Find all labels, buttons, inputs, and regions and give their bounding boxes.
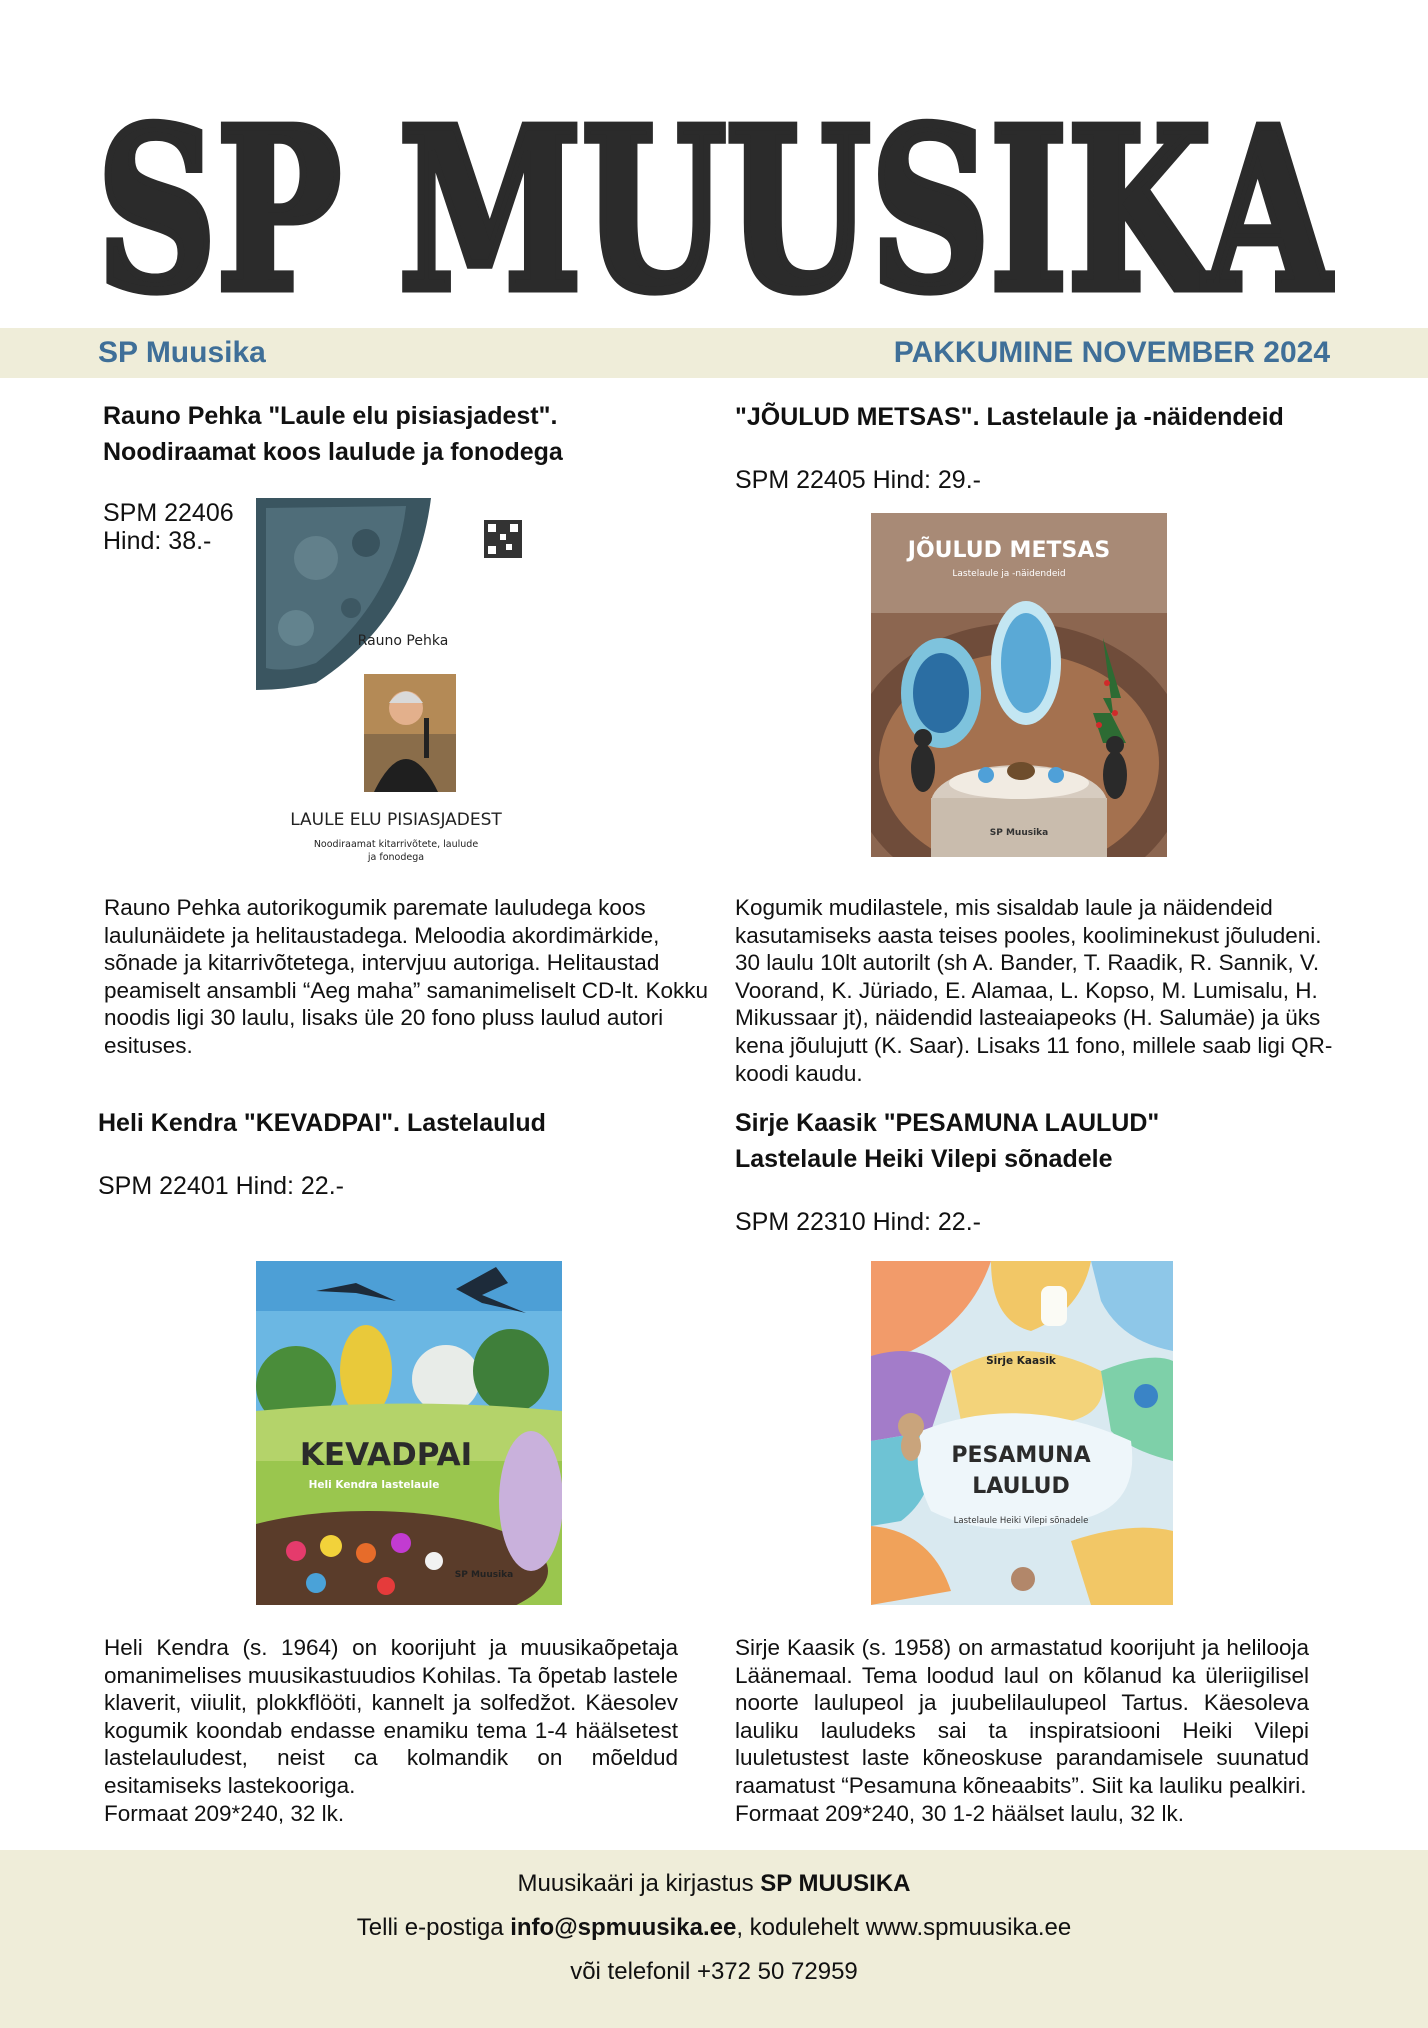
product-1-cover-subtitle1: Noodiraamat kitarrivõtete, laulude — [313, 839, 479, 850]
product-4-description-text: Sirje Kaasik (s. 1958) on armastatud koorijuht ja helilooja Läänemaal. Tema loodud laul on kõlanud ka üleriigilisel noorte laulupeol ja juubelilaulupeol Tartus. Käesoleva lauliku lauludeks sai ta inspiratsiooni Heiki Vilepi luuletustest laste kõneoskuse parandamisele suunatud raamatust “Pesamuna kõneaabits”. Siit ka lauliku pealkiri. — [735, 1635, 1309, 1798]
product-4-title-line1: Sirje Kaasik "PESAMUNA LAULUD" — [735, 1109, 1160, 1137]
product-3-cover-title: KEVADPAI — [299, 1437, 473, 1473]
product-3-description-text: Heli Kendra (s. 1964) on koorijuht ja muusikaõpetaja omanimelises muusikastuudios Kohilas. Ta õpetab lastele klaverit, viiulit, plokkflööti, kannelt ja solfedžot. Käesolev kogumik koondab endasse enamiku tema 1-4 häälsetest lastelauludest, neist ca kolmandik on mõeldud esitamiseks lastekooriga. — [104, 1635, 678, 1798]
product-4-cover-title-line2: LAULUD — [972, 1474, 1070, 1499]
footer-company-name: SP MUUSIKA — [760, 1870, 911, 1897]
product-2-code-price: SPM 22405 Hind: 29.- — [735, 466, 981, 494]
product-4-description — [735, 1634, 1309, 1827]
product-4-cover-subtitle: Lastelaule Heiki Vilepi sõnadele — [953, 1516, 1089, 1526]
masthead-logo — [95, 102, 1335, 312]
product-4-cover — [871, 1261, 1173, 1605]
product-1-title-line2: Noodiraamat koos laulude ja fonodega — [103, 438, 563, 466]
product-4-cover-author: Sirje Kaasik — [986, 1355, 1056, 1367]
product-4-cover-title-line1: PESAMUNA — [951, 1443, 1091, 1468]
offer-date: PAKKUMINE NOVEMBER 2024 — [893, 336, 1330, 369]
product-2-cover-subtitle: Lastelaule ja -näidendeid — [952, 569, 1066, 579]
footer-email-link[interactable]: info@spmuusika.ee — [510, 1914, 737, 1941]
product-1-cover-author: Rauno Pehka — [357, 633, 449, 649]
footer-company-prefix: Muusikaäri ja kirjastus — [517, 1870, 761, 1897]
product-2-cover-title: JÕULUD METSAS — [907, 538, 1111, 563]
product-1-title-line1: Rauno Pehka "Laule elu pisiasjadest". — [103, 402, 558, 430]
footer-phone: või telefonil +372 50 72959 — [570, 1958, 858, 1985]
product-3-description — [104, 1634, 678, 1827]
product-2-cover-publisher: SP Muusika — [989, 828, 1049, 838]
product-1-cover-title: LAULE ELU PISIASJADEST — [290, 810, 502, 830]
product-3-cover-subtitle: Heli Kendra lastelaule — [308, 1479, 440, 1491]
product-2-title: "JÕULUD METSAS". Lastelaule ja -näidendeid — [735, 403, 1284, 431]
product-1-cover-subtitle2: ja fonodega — [367, 852, 425, 863]
product-1-description: Rauno Pehka autorikogumik paremate lauludega koos laulunäidete ja helitaustadega. Meloodia akordimärkide, sõnade ja kitarrivõtetega, intervjuu autoriga. Helitaustad peamiselt ansambli “Aeg maha” samanimeliselt CD-lt. Kokku noodis ligi 30 laulu, lisaks üle 20 fono pluss laulud autori esituses. — [104, 895, 708, 1058]
footer-line-company — [0, 1862, 1428, 1906]
product-4-title — [735, 1105, 1159, 1177]
footer-contact — [0, 1850, 1428, 2028]
product-3-cover-publisher: SP Muusika — [454, 1570, 514, 1580]
product-3-format: Formaat 209*240, 32 lk. — [104, 1800, 345, 1826]
masthead-title: SP MUUSIKA — [97, 102, 1335, 312]
product-3-cover — [256, 1261, 562, 1605]
product-1-cover — [256, 498, 536, 868]
product-4-code-price: SPM 22310 Hind: 22.- — [735, 1208, 981, 1236]
footer-order-prefix: Telli e-postiga — [356, 1914, 511, 1941]
product-1-code: SPM 22406 — [103, 499, 234, 527]
product-3-title: Heli Kendra "KEVADPAI". Lastelaulud — [98, 1109, 546, 1137]
product-4-format: Formaat 209*240, 30 1-2 häälset laulu, 32 lk. — [735, 1800, 1185, 1826]
footer-line-order — [0, 1906, 1428, 1950]
product-4-title-line2: Lastelaule Heiki Vilepi sõnadele — [735, 1145, 1113, 1173]
product-2-cover — [871, 513, 1167, 857]
product-2-description: Kogumik mudilastele, mis sisaldab laule ja näidendeid kasutamiseks aasta teises pooles, kooliminekust jõuludeni. 30 laulu 10lt autorilt (sh A. Bander, T. Raadik, R. Sannik, V. Voorand, K. Jüriado, E. Alamaa, L. Kopso, M. Lumisalu, H. Mikussaar jt), näidendid lasteaiapeoks (H. Salumäe) ja üks kena jõulujutt (K. Saar). Lisaks 11 fono, millele saab ligi QR-koodi kaudu. — [735, 895, 1333, 1086]
publisher-label: SP Muusika — [98, 336, 266, 369]
subheader-band — [0, 328, 1428, 378]
product-1-price: Hind: 38.- — [103, 527, 212, 555]
footer-website-text: , kodulehelt www.spmuusika.ee — [736, 1914, 1072, 1941]
product-1-title — [103, 398, 563, 470]
product-3-code-price: SPM 22401 Hind: 22.- — [98, 1172, 344, 1200]
